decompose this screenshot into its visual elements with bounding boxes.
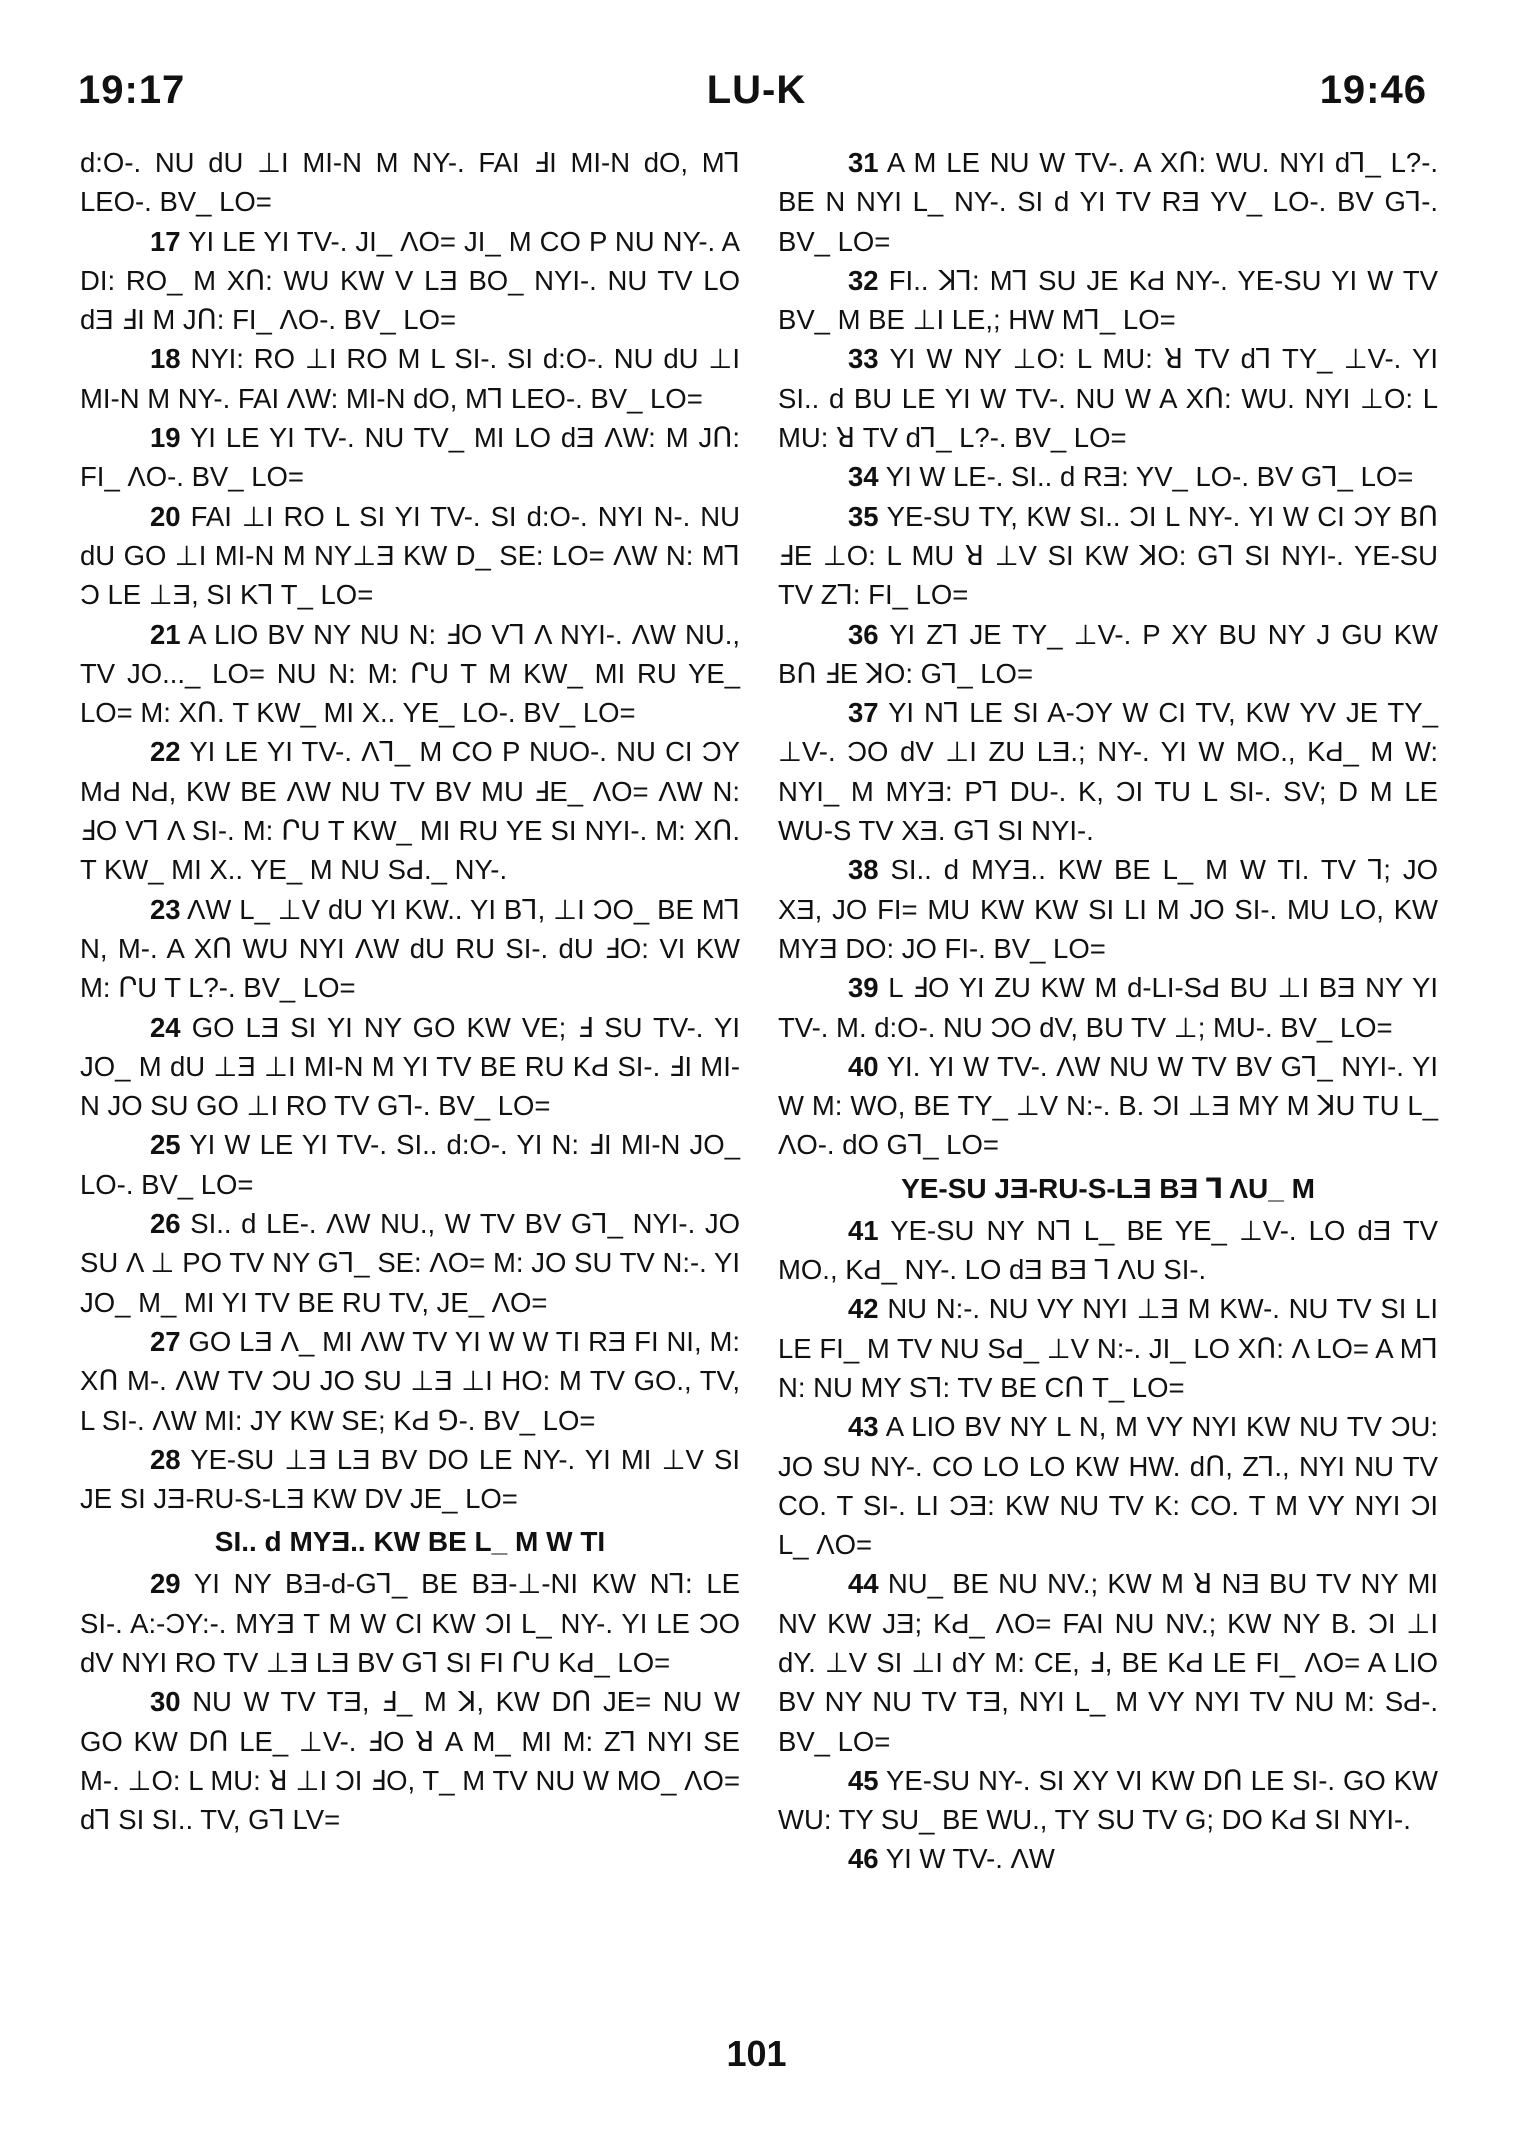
verse-text: ΛW L_ ⊥V dU YI KW.. YI B⅂, ⊥I ƆO_ BE M⅂ N, M-. A XՈ WU NYI ΛW dU RU SI-. dU ℲO: VI KW M: ՐU T L?-. BV_ LO= <box>80 893 740 1004</box>
verse-text: A M LE NU W TV-. A XՈ: WU. NYI d⅂_ L?-. BE N NYI L_ NY-. SI d YI TV RƎ YV_ LO-. BV G⅂-. BV_ LO= <box>778 147 1438 257</box>
verse-number: 31 <box>848 147 879 178</box>
page-number: 101 <box>726 2033 787 2074</box>
verse-number: 25 <box>150 1129 181 1161</box>
running-head-left-ref: 19:17 <box>78 68 186 112</box>
verse-paragraph <box>778 497 1438 615</box>
verse-paragraph <box>778 339 1438 457</box>
verse-text: YI N⅂ LE SI A-ƆY W CI TV, KW YV JE TY_ ⊥V-. ƆO dV ⊥I ZU LƎ.; NY-. YI W MO., KԀ_ M W: NYI_ M MYƎ: P⅂ DU-. K, ƆI TU L SI-. SV; D M LE WU-S TV XƎ. G⅂ SI NYI-. <box>778 697 1438 847</box>
verse-paragraph <box>778 1407 1438 1564</box>
verse-number: 39 <box>848 972 879 1004</box>
verse-paragraph <box>80 1682 740 1839</box>
verse-paragraph <box>80 890 740 1008</box>
verse-text: YI W LE YI TV-. SI.. d:O-. YI N: ℲI MI-N JO_ LO-. BV_ LO= <box>80 1129 740 1200</box>
verse-number: 24 <box>150 1011 181 1043</box>
verse-number: 41 <box>848 1214 879 1246</box>
verse-text: FAI ⊥I RO L SI YI TV-. SI d:O-. NYI N-. NU dU GO ⊥I MI-N M NY⊥Ǝ KW D_ SE: LO= ΛW N: M⅂ Ɔ LE ⊥Ǝ, SI K⅂ T_ LO= <box>80 500 740 611</box>
verse-paragraph <box>80 1322 740 1440</box>
verse-paragraph <box>80 339 740 418</box>
verse-text: YI LE YI TV-. Λ⅂_ M CO P NUO-. NU CI ƆY MԀ NԀ, KW BE ΛW NU TV BV MU ℲE_ ΛO= ΛW N: ℲO V⅂ Λ SI-. M: ՐU T KW_ MI RU YE SI NYI-. M: XՈ. T KW_ MI X.. YE_ M NU SԀ._ NY-. <box>80 736 740 886</box>
verse-number: 32 <box>848 264 879 296</box>
verse-number: 27 <box>150 1325 181 1357</box>
verse-text: YE-SU TY, KW SI.. ƆI L NY-. YI W CI ƆY BՈ ℲE ⊥O: L MU ꓤ ⊥V SI KW ꓘO: G⅂ SI NYI-. YE-SU TV Z⅂: FI_ LO= <box>778 500 1438 611</box>
verse-paragraph <box>778 1564 1438 1760</box>
verse-paragraph <box>778 1211 1438 1290</box>
verse-paragraph <box>778 1839 1438 1878</box>
verse-number: 43 <box>848 1411 879 1443</box>
verse-text: A LIO BV NY L N, M VY NYI KW NU TV ƆU: JO SU NY-. CO LO LO KW HW. dՈ, Z⅂., NYI NU TV CO. T SI-. LI ƆƎ: KW NU TV K: CO. T M VY NYI ƆI L_ ΛO= <box>778 1411 1438 1561</box>
section-heading: SI.. d MYƎ.. KW BE L_ M W TI <box>214 1526 606 1558</box>
verse-text: YI W NY ⊥O: L MU: ꓤ TV d⅂ TY_ ⊥V-. YI SI.. d BU LE YI W TV-. NU W A XՈ: WU. NYI ⊥O: L MU: ꓤ TV d⅂_ L?-. BV_ LO= <box>778 343 1438 454</box>
verse-paragraph <box>778 850 1438 968</box>
verse-number: 42 <box>848 1293 879 1325</box>
running-head-right-ref: 19:46 <box>1319 68 1427 112</box>
verse-number: 36 <box>848 618 879 650</box>
verse-number: 38 <box>848 854 879 886</box>
left-column <box>80 143 740 1839</box>
verse-text: GO LƎ Λ_ MI ΛW TV YI W W TI RƎ FI NI, M: XՈ M-. ΛW TV ƆU JO SU ⊥Ǝ ⊥I HO: M TV GO., TV, L SI-. ΛW MI: JY KW SE; KԀ ⅁-. BV_ LO= <box>80 1325 741 1436</box>
verse-number: 20 <box>150 500 181 532</box>
verse-text: L ℲO YI ZU KW M d-LI-SԀ BU ⊥I BƎ NY YI TV-. M. d:O-. NU ƆO dV, BU TV ⊥; MU-. BV_ LO= <box>778 972 1439 1043</box>
verse-number: 35 <box>848 500 879 532</box>
verse-paragraph <box>80 1008 740 1126</box>
verse-number: 46 <box>848 1843 879 1875</box>
verse-paragraph <box>778 693 1438 850</box>
verse-text: A LIO BV NY NU N: ℲO V⅂ Λ NYI-. ΛW NU., TV JO..._ LO= NU N: M: ՐU T M KW_ MI RU YE_ LO= M: XՈ. T KW_ MI X.. YE_ LO-. BV_ LO= <box>80 618 740 729</box>
verse-text: YE-SU NY N⅂ L_ BE YE_ ⊥V-. LO dƎ TV MO., KԀ_ NY-. LO dƎ BƎ ⅂ ΛU SI-. <box>778 1214 1438 1286</box>
section-heading: YE-SU JƎ-RU-S-LƎ BƎ ⅂ ΛU_ M <box>901 1172 1315 1204</box>
verse-number: 45 <box>848 1764 879 1796</box>
verse-text: GO LƎ SI YI NY GO KW VE; Ⅎ SU TV-. YI JO_ M dU ⊥Ǝ ⊥I MI-N M YI TV BE RU KԀ SI-. ℲI MI-N JO SU GO ⊥I RO TV G⅂-. BV_ LO= <box>80 1011 741 1122</box>
verse-number: 28 <box>150 1443 181 1475</box>
verse-paragraph <box>778 261 1438 340</box>
verse-text: NU N:-. NU VY NYI ⊥Ǝ M KW-. NU TV SI LI LE FI_ M TV NU SԀ_ ⊥V N:-. JI_ LO XՈ: Λ LO= A M⅂ N: NU MY S⅂: TV BE CՈ T_ LO= <box>778 1293 1438 1403</box>
verse-paragraph <box>80 1440 740 1519</box>
verse-paragraph <box>778 1761 1438 1840</box>
verse-text: YE-SU ⊥Ǝ LƎ BV DO LE NY-. YI MI ⊥V SI JE SI JƎ-RU-S-LƎ KW DV JE_ LO= <box>80 1443 740 1515</box>
verse-text: YI LE YI TV-. JI_ ΛO= JI_ M CO P NU NY-. A DI: RO_ M XՈ: WU KW V LƎ BO_ NYI-. NU TV LO dƎ ℲI M JՈ: FI_ ΛO-. BV_ LO= <box>80 225 740 336</box>
verse-number: 40 <box>848 1050 879 1082</box>
verse-text: FI.. ꓘ⅂: M⅂ SU JE KԀ NY-. YE-SU YI W TV BV_ M BE ⊥I LE,; HW M⅂_ LO= <box>778 264 1439 336</box>
verse-number: 44 <box>848 1568 879 1600</box>
verse-number: 17 <box>150 225 181 257</box>
verse-paragraph <box>80 1204 740 1322</box>
verse-paragraph <box>80 497 740 615</box>
verse-number: 34 <box>848 461 879 493</box>
verse-text: SI.. d LE-. ΛW NU., W TV BV G⅂_ NYI-. JO SU Λ ⊥ PO TV NY G⅂_ SE: ΛO= M: JO SU TV N:-. YI JO_ M_ MI YI TV BE RU TV, JE_ ΛO= <box>80 1208 740 1318</box>
verse-text: YI W LE-. SI.. d RƎ: YV_ LO-. BV G⅂_ LO= <box>885 461 1414 493</box>
verse-text: YI Z⅂ JE TY_ ⊥V-. P XY BU NY J GU KW BՈ ℲE ꓘO: G⅂_ LO= <box>778 618 1438 689</box>
verse-text: SI.. d MYƎ.. KW BE L_ M W TI. TV ⅂; JO XƎ, JO FI= MU KW KW SI LI M JO SI-. MU LO, KW MYƎ DO: JO FI-. BV_ LO= <box>778 854 1438 964</box>
verse-paragraph <box>80 418 740 497</box>
verse-number: 30 <box>150 1686 181 1718</box>
verse-number: 23 <box>150 893 181 925</box>
verse-number: 29 <box>150 1568 181 1600</box>
verse-text: YI LE YI TV-. NU TV_ MI LO dƎ ΛW: M JՈ: FI_ ΛO-. BV_ LO= <box>80 422 740 493</box>
verse-number: 33 <box>848 343 879 375</box>
verse-paragraph <box>778 968 1438 1047</box>
verse-text: YI. YI W TV-. ΛW NU W TV BV G⅂_ NYI-. YI W M: WO, BE TY_ ⊥V N:-. B. ƆI ⊥Ǝ MY M ꓘU TU L_ ΛO-. dO G⅂_ LO= <box>778 1050 1438 1161</box>
verse-paragraph <box>80 732 740 889</box>
verse-number: 18 <box>150 343 181 375</box>
verse-number: 19 <box>150 422 181 454</box>
verse-paragraph <box>778 1047 1438 1165</box>
verse-text: NU_ BE NU NV.; KW M ꓤ NƎ BU TV NY MI NV KW JƎ; KԀ_ ΛO= FAI NU NV.; KW NY B. ƆI ⊥I dY. ⊥V SI ⊥I dY M: CE, Ⅎ, BE KԀ LE FI_ ΛO= A LIO BV NY NU TV TƎ, NYI L_ M VY NYI TV NU M: SԀ-. BV_ LO= <box>778 1568 1438 1757</box>
book-title: LU-K <box>706 68 807 112</box>
verse-paragraph <box>778 457 1438 496</box>
verse-paragraph <box>80 1564 740 1682</box>
verse-paragraph <box>778 615 1438 694</box>
verse-number: 21 <box>150 618 181 650</box>
verse-text: NYI: RO ⊥I RO M L SI-. SI d:O-. NU dU ⊥I MI-N M NY-. FAI ΛW: MI-N dO, M⅂ LEO-. BV_ LO= <box>80 343 740 414</box>
right-column <box>778 143 1438 1879</box>
verse-paragraph <box>778 143 1438 261</box>
verse-text: YE-SU NY-. SI XY VI KW DՈ LE SI-. GO KW WU: TY SU_ BE WU., TY SU TV G; DO KԀ SI NYI-. <box>778 1764 1438 1836</box>
verse-paragraph <box>778 1289 1438 1407</box>
verse-text: d:O-. NU dU ⊥I MI-N M NY-. FAI ℲI MI-N dO, M⅂ LEO-. BV_ LO= <box>80 147 740 218</box>
verse-paragraph <box>80 222 740 340</box>
verse-number: 22 <box>150 736 181 768</box>
verse-number: 26 <box>150 1208 181 1240</box>
verse-text: YI NY BƎ-d-G⅂_ BE BƎ-⊥-NI KW N⅂: LE SI-. A:-ƆY:-. MYƎ T M W CI KW ƆI L_ NY-. YI LE ƆO dV NYI RO TV ⊥Ǝ LƎ BV G⅂ SI FI ՐU KԀ_ LO= <box>80 1568 740 1678</box>
verse-text: NU W TV TƎ, Ⅎ_ M ꓘ, KW DՈ JE= NU W GO KW DՈ LE_ ⊥V-. ℲO ꓤ A M_ MI M: Z⅂ NYI SE M-. ⊥O: L MU: ꓤ ⊥I ƆI ℲO, T_ M TV NU W MO_ ΛO= d⅂ SI SI.. TV, G⅂ LV= <box>80 1686 741 1836</box>
verse-paragraph <box>80 1125 740 1204</box>
verse-text: YI W TV-. ΛW <box>885 1843 1055 1875</box>
verse-paragraph <box>80 615 740 733</box>
verse-paragraph <box>80 143 740 222</box>
verse-number: 37 <box>848 697 879 729</box>
